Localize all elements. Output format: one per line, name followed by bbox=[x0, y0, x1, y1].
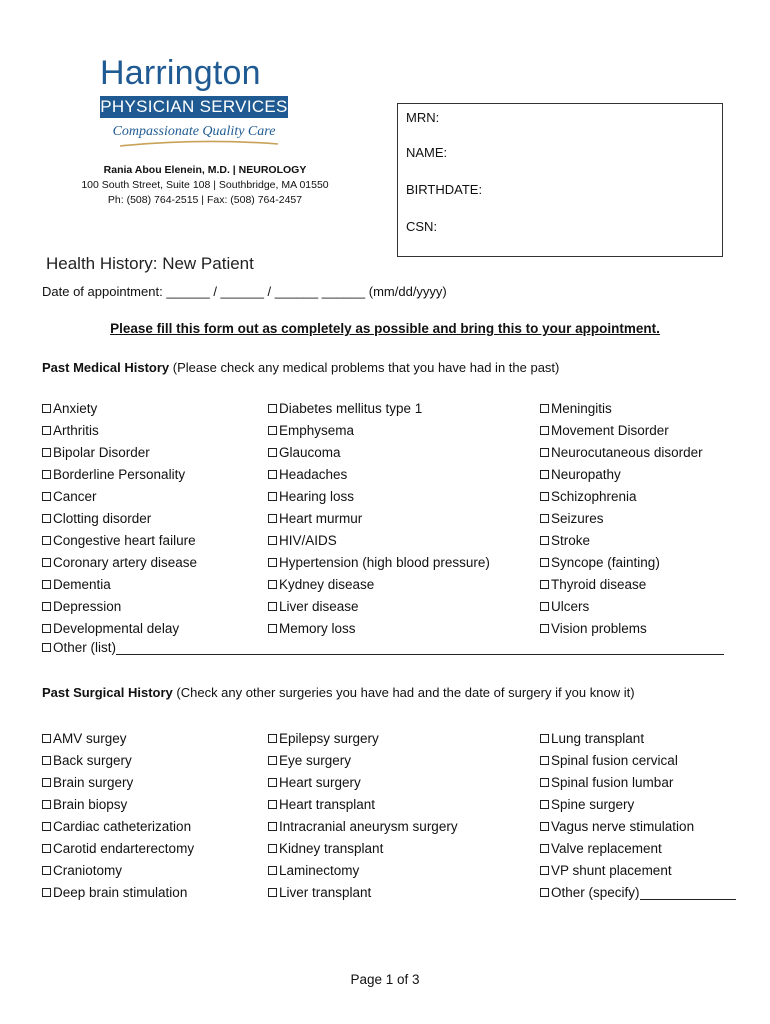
medical-history-item[interactable] bbox=[42, 598, 197, 620]
medical-column-3 bbox=[540, 400, 703, 642]
surgical-column-3 bbox=[540, 730, 736, 906]
surgical-history-item[interactable] bbox=[268, 796, 458, 818]
medical-history-item[interactable] bbox=[540, 532, 703, 554]
surgical-history-item[interactable] bbox=[540, 818, 736, 840]
checkbox[interactable] bbox=[42, 822, 51, 831]
checkbox[interactable] bbox=[540, 492, 549, 501]
surgical-history-item[interactable] bbox=[540, 884, 736, 906]
checkbox[interactable] bbox=[540, 448, 549, 457]
surgical-history-item-label: VP shunt placement bbox=[551, 863, 672, 878]
surgical-history-title: Past Surgical History bbox=[42, 685, 173, 700]
medical-history-item[interactable] bbox=[42, 554, 197, 576]
surgical-history-item[interactable] bbox=[42, 862, 194, 884]
medical-history-title: Past Medical History bbox=[42, 360, 170, 375]
medical-history-item-label: Bipolar Disorder bbox=[53, 445, 150, 460]
checkbox[interactable] bbox=[268, 624, 277, 633]
medical-history-item[interactable] bbox=[540, 400, 703, 422]
surgical-history-item[interactable] bbox=[540, 774, 736, 796]
surgical-history-item[interactable] bbox=[268, 818, 458, 840]
surgical-history-item-label: Spine surgery bbox=[551, 797, 635, 812]
provider-address: 100 South Street, Suite 108 | Southbridge, MA 01550 bbox=[81, 179, 329, 191]
checkbox[interactable] bbox=[42, 536, 51, 545]
surgical-history-item-label: Epilepsy surgery bbox=[279, 731, 379, 746]
medical-history-item[interactable] bbox=[268, 620, 490, 642]
surgical-history-item-label: Spinal fusion lumbar bbox=[551, 775, 674, 790]
surgical-history-item-label: Heart transplant bbox=[279, 797, 376, 812]
medical-history-item-label: Movement Disorder bbox=[551, 423, 669, 438]
patient-id-box bbox=[397, 103, 723, 257]
medical-history-item[interactable] bbox=[268, 466, 490, 488]
form-title: Health History: New Patient bbox=[46, 254, 254, 273]
medical-history-item-label: Arthritis bbox=[53, 423, 99, 438]
surgical-history-item-label: Lung transplant bbox=[551, 731, 645, 746]
medical-history-item-label: Ulcers bbox=[551, 599, 590, 614]
checkbox[interactable] bbox=[268, 470, 277, 479]
provider-phone: Ph: (508) 764-2515 | Fax: (508) 764-2457 bbox=[107, 194, 303, 206]
checkbox[interactable] bbox=[540, 580, 549, 589]
checkbox[interactable] bbox=[268, 822, 277, 831]
medical-history-item[interactable] bbox=[42, 466, 197, 488]
checkbox[interactable] bbox=[540, 602, 549, 611]
medical-history-item-label: Thyroid disease bbox=[551, 577, 647, 592]
checkbox[interactable] bbox=[42, 580, 51, 589]
surgical-history-item-label: Craniotomy bbox=[53, 863, 123, 878]
logo-swoosh-icon bbox=[100, 140, 288, 148]
checkbox[interactable] bbox=[540, 514, 549, 523]
medical-history-item[interactable] bbox=[42, 620, 197, 642]
medical-history-item-label: Cancer bbox=[53, 489, 97, 504]
checkbox[interactable] bbox=[268, 580, 277, 589]
medical-history-item-label: Headaches bbox=[279, 467, 348, 482]
surgical-history-item-label: Carotid endarterectomy bbox=[53, 841, 195, 856]
checkbox[interactable] bbox=[540, 734, 549, 743]
checkbox[interactable] bbox=[42, 734, 51, 743]
medical-history-item[interactable] bbox=[268, 532, 490, 554]
medical-history-item-label: Hypertension (high blood pressure) bbox=[279, 555, 490, 570]
surgical-history-item-label: Valve replacement bbox=[551, 841, 662, 856]
checkbox[interactable] bbox=[268, 602, 277, 611]
surgical-history-item[interactable] bbox=[42, 796, 194, 818]
medical-history-item[interactable] bbox=[42, 532, 197, 554]
medical-history-item[interactable] bbox=[42, 444, 197, 466]
surgical-history-item[interactable] bbox=[540, 730, 736, 752]
surgical-history-heading bbox=[42, 685, 635, 700]
checkbox[interactable] bbox=[268, 756, 277, 765]
surgical-history-item[interactable] bbox=[268, 862, 458, 884]
checkbox[interactable] bbox=[540, 470, 549, 479]
instruction-text: Please fill this form out as completely as possible and bring this to your appointment. bbox=[110, 321, 660, 336]
medical-history-item-label: Anxiety bbox=[53, 401, 98, 416]
medical-history-item-label: Memory loss bbox=[279, 621, 356, 636]
medical-column-2 bbox=[268, 400, 490, 642]
medical-history-item-label: Neuropathy bbox=[551, 467, 621, 482]
logo-tagline: Compassionate Quality Care bbox=[112, 124, 276, 139]
surgical-history-item-label: Heart surgery bbox=[279, 775, 361, 790]
checkbox[interactable] bbox=[42, 426, 51, 435]
medical-history-item[interactable] bbox=[540, 510, 703, 532]
surgical-column-2 bbox=[268, 730, 458, 906]
harrington-logo bbox=[100, 54, 290, 148]
other-specify-field[interactable] bbox=[640, 886, 736, 900]
checkbox[interactable] bbox=[540, 426, 549, 435]
medical-history-item-label: Dementia bbox=[53, 577, 111, 592]
appointment-format: (mm/dd/yyyy) bbox=[368, 284, 447, 299]
medical-other-field[interactable] bbox=[116, 641, 724, 655]
surgical-history-item[interactable] bbox=[268, 840, 458, 862]
checkbox[interactable] bbox=[268, 448, 277, 457]
checkbox[interactable] bbox=[42, 844, 51, 853]
medical-history-item[interactable] bbox=[268, 422, 490, 444]
medical-history-item-label: Depression bbox=[53, 599, 122, 614]
checkbox[interactable] bbox=[42, 602, 51, 611]
checkbox[interactable] bbox=[268, 514, 277, 523]
checkbox[interactable] bbox=[540, 624, 549, 633]
medical-history-subtitle: (Please check any medical problems that you have had in the past) bbox=[169, 360, 560, 375]
appointment-date-row bbox=[42, 284, 447, 299]
medical-history-item[interactable] bbox=[540, 576, 703, 598]
surgical-history-item-label: Other (specify) bbox=[551, 885, 640, 900]
medical-history-item-label: Emphysema bbox=[279, 423, 355, 438]
page-number: Page 1 of 3 bbox=[350, 972, 420, 987]
checkbox[interactable] bbox=[540, 536, 549, 545]
medical-history-item-label: Seizures bbox=[551, 511, 604, 526]
surgical-history-item[interactable] bbox=[268, 730, 458, 752]
surgical-history-item-label: Vagus nerve stimulation bbox=[551, 819, 695, 834]
surgical-history-item-label: Deep brain stimulation bbox=[53, 885, 188, 900]
medical-history-item-label: Schizophrenia bbox=[551, 489, 637, 504]
medical-history-item[interactable] bbox=[268, 510, 490, 532]
surgical-history-item-label: Laminectomy bbox=[279, 863, 360, 878]
medical-history-item-label: Glaucoma bbox=[279, 445, 341, 460]
checkbox[interactable] bbox=[540, 866, 549, 875]
appointment-label: Date of appointment: bbox=[42, 284, 163, 299]
medical-history-item-label: Heart murmur bbox=[279, 511, 363, 526]
medical-other-label: Other (list) bbox=[53, 640, 117, 655]
surgical-history-item[interactable] bbox=[540, 752, 736, 774]
medical-history-item[interactable] bbox=[42, 576, 197, 598]
medical-history-item[interactable] bbox=[540, 488, 703, 510]
checkbox[interactable] bbox=[42, 888, 51, 897]
birthdate-field[interactable]: BIRTHDATE: bbox=[406, 182, 483, 197]
medical-history-item-label: Vision problems bbox=[551, 621, 647, 636]
surgical-history-item[interactable] bbox=[42, 730, 194, 752]
checkbox[interactable] bbox=[268, 844, 277, 853]
logo-name: Harrington bbox=[100, 54, 261, 92]
medical-history-item-label: Meningitis bbox=[551, 401, 612, 416]
medical-history-item-label: Congestive heart failure bbox=[53, 533, 196, 548]
appointment-date-field[interactable]: ______ / ______ / ______ ______ bbox=[166, 284, 366, 299]
name-field[interactable]: NAME: bbox=[406, 145, 448, 160]
medical-history-item-label: Neurocutaneous disorder bbox=[551, 445, 703, 460]
medical-history-item[interactable] bbox=[540, 444, 703, 466]
surgical-history-item-label: Liver transplant bbox=[279, 885, 372, 900]
checkbox[interactable] bbox=[42, 514, 51, 523]
surgical-history-item[interactable] bbox=[268, 752, 458, 774]
checkbox[interactable] bbox=[268, 800, 277, 809]
medical-history-item-label: Stroke bbox=[551, 533, 591, 548]
surgical-history-item-label: Intracranial aneurysm surgery bbox=[279, 819, 458, 834]
checkbox[interactable] bbox=[540, 558, 549, 567]
checkbox[interactable] bbox=[42, 558, 51, 567]
medical-column-1 bbox=[42, 400, 197, 642]
medical-history-item-label: Syncope (fainting) bbox=[551, 555, 660, 570]
surgical-history-item[interactable] bbox=[540, 862, 736, 884]
surgical-history-item-label: Kidney transplant bbox=[279, 841, 384, 856]
surgical-history-item[interactable] bbox=[268, 774, 458, 796]
medical-history-item-label: HIV/AIDS bbox=[279, 533, 337, 548]
surgical-history-item[interactable] bbox=[540, 840, 736, 862]
medical-history-item[interactable] bbox=[540, 554, 703, 576]
surgical-history-item-label: Back surgery bbox=[53, 753, 132, 768]
surgical-history-item-label: Cardiac catheterization bbox=[53, 819, 192, 834]
medical-history-item-label: Developmental delay bbox=[53, 621, 180, 636]
medical-history-item[interactable] bbox=[540, 620, 703, 642]
checkbox[interactable] bbox=[42, 778, 51, 787]
surgical-history-item[interactable] bbox=[42, 774, 194, 796]
surgical-history-subtitle: (Check any other surgeries you have had and the date of surgery if you know it) bbox=[172, 685, 635, 700]
checkbox[interactable] bbox=[540, 404, 549, 413]
medical-history-item[interactable] bbox=[540, 466, 703, 488]
medical-history-item-label: Clotting disorder bbox=[53, 511, 152, 526]
checkbox[interactable] bbox=[42, 404, 51, 413]
checkbox[interactable] bbox=[42, 800, 51, 809]
checkbox[interactable] bbox=[268, 492, 277, 501]
medical-history-item[interactable] bbox=[268, 576, 490, 598]
checkbox[interactable] bbox=[268, 536, 277, 545]
surgical-history-item[interactable] bbox=[42, 818, 194, 840]
provider-name: Rania Abou Elenein, M.D. | NEUROLOGY bbox=[103, 164, 307, 176]
checkbox[interactable] bbox=[42, 756, 51, 765]
checkbox[interactable] bbox=[42, 470, 51, 479]
surgical-history-item-label: Eye surgery bbox=[279, 753, 352, 768]
medical-history-item[interactable] bbox=[268, 488, 490, 510]
checkbox[interactable] bbox=[540, 778, 549, 787]
surgical-history-item-label: Spinal fusion cervical bbox=[551, 753, 678, 768]
medical-history-item[interactable] bbox=[268, 554, 490, 576]
checkbox[interactable] bbox=[42, 866, 51, 875]
checkbox[interactable] bbox=[42, 624, 51, 633]
checkbox[interactable] bbox=[540, 822, 549, 831]
checkbox[interactable] bbox=[268, 866, 277, 875]
surgical-history-item[interactable] bbox=[540, 796, 736, 818]
medical-history-item-label: Diabetes mellitus type 1 bbox=[279, 401, 423, 416]
checkbox[interactable] bbox=[42, 448, 51, 457]
provider-info bbox=[60, 163, 350, 208]
medical-other-row[interactable] bbox=[42, 640, 724, 655]
checkbox[interactable] bbox=[540, 888, 549, 897]
checkbox[interactable] bbox=[42, 492, 51, 501]
surgical-history-item-label: Brain surgery bbox=[53, 775, 134, 790]
checkbox[interactable] bbox=[268, 426, 277, 435]
medical-history-item-label: Liver disease bbox=[279, 599, 359, 614]
medical-history-item-label: Borderline Personality bbox=[53, 467, 186, 482]
medical-history-item-label: Kydney disease bbox=[279, 577, 375, 592]
checkbox[interactable] bbox=[268, 778, 277, 787]
csn-field[interactable]: CSN: bbox=[406, 219, 438, 234]
medical-history-item[interactable] bbox=[268, 444, 490, 466]
medical-history-item[interactable] bbox=[42, 422, 197, 444]
checkbox[interactable] bbox=[540, 800, 549, 809]
mrn-field[interactable]: MRN: bbox=[406, 110, 440, 125]
checkbox[interactable] bbox=[268, 404, 277, 413]
medical-history-item-label: Hearing loss bbox=[279, 489, 355, 504]
medical-history-item-label: Coronary artery disease bbox=[53, 555, 198, 570]
medical-history-item[interactable] bbox=[540, 422, 703, 444]
surgical-column-1 bbox=[42, 730, 194, 906]
checkbox[interactable] bbox=[268, 734, 277, 743]
medical-history-item[interactable] bbox=[540, 598, 703, 620]
surgical-history-item[interactable] bbox=[42, 752, 194, 774]
checkbox[interactable] bbox=[540, 844, 549, 853]
checkbox[interactable] bbox=[42, 643, 51, 652]
medical-history-item[interactable] bbox=[268, 400, 490, 422]
surgical-history-item-label: Brain biopsy bbox=[53, 797, 128, 812]
logo-band: PHYSICIAN SERVICES bbox=[100, 97, 288, 116]
surgical-history-item[interactable] bbox=[268, 884, 458, 906]
medical-history-item[interactable] bbox=[42, 488, 197, 510]
medical-history-item[interactable] bbox=[42, 400, 197, 422]
checkbox[interactable] bbox=[268, 888, 277, 897]
medical-history-item[interactable] bbox=[42, 510, 197, 532]
checkbox[interactable] bbox=[540, 756, 549, 765]
surgical-history-item[interactable] bbox=[42, 884, 194, 906]
checkbox[interactable] bbox=[268, 558, 277, 567]
medical-history-heading bbox=[42, 360, 559, 375]
surgical-history-item-label: AMV surgey bbox=[53, 731, 127, 746]
medical-history-item[interactable] bbox=[268, 598, 490, 620]
surgical-history-item[interactable] bbox=[42, 840, 194, 862]
